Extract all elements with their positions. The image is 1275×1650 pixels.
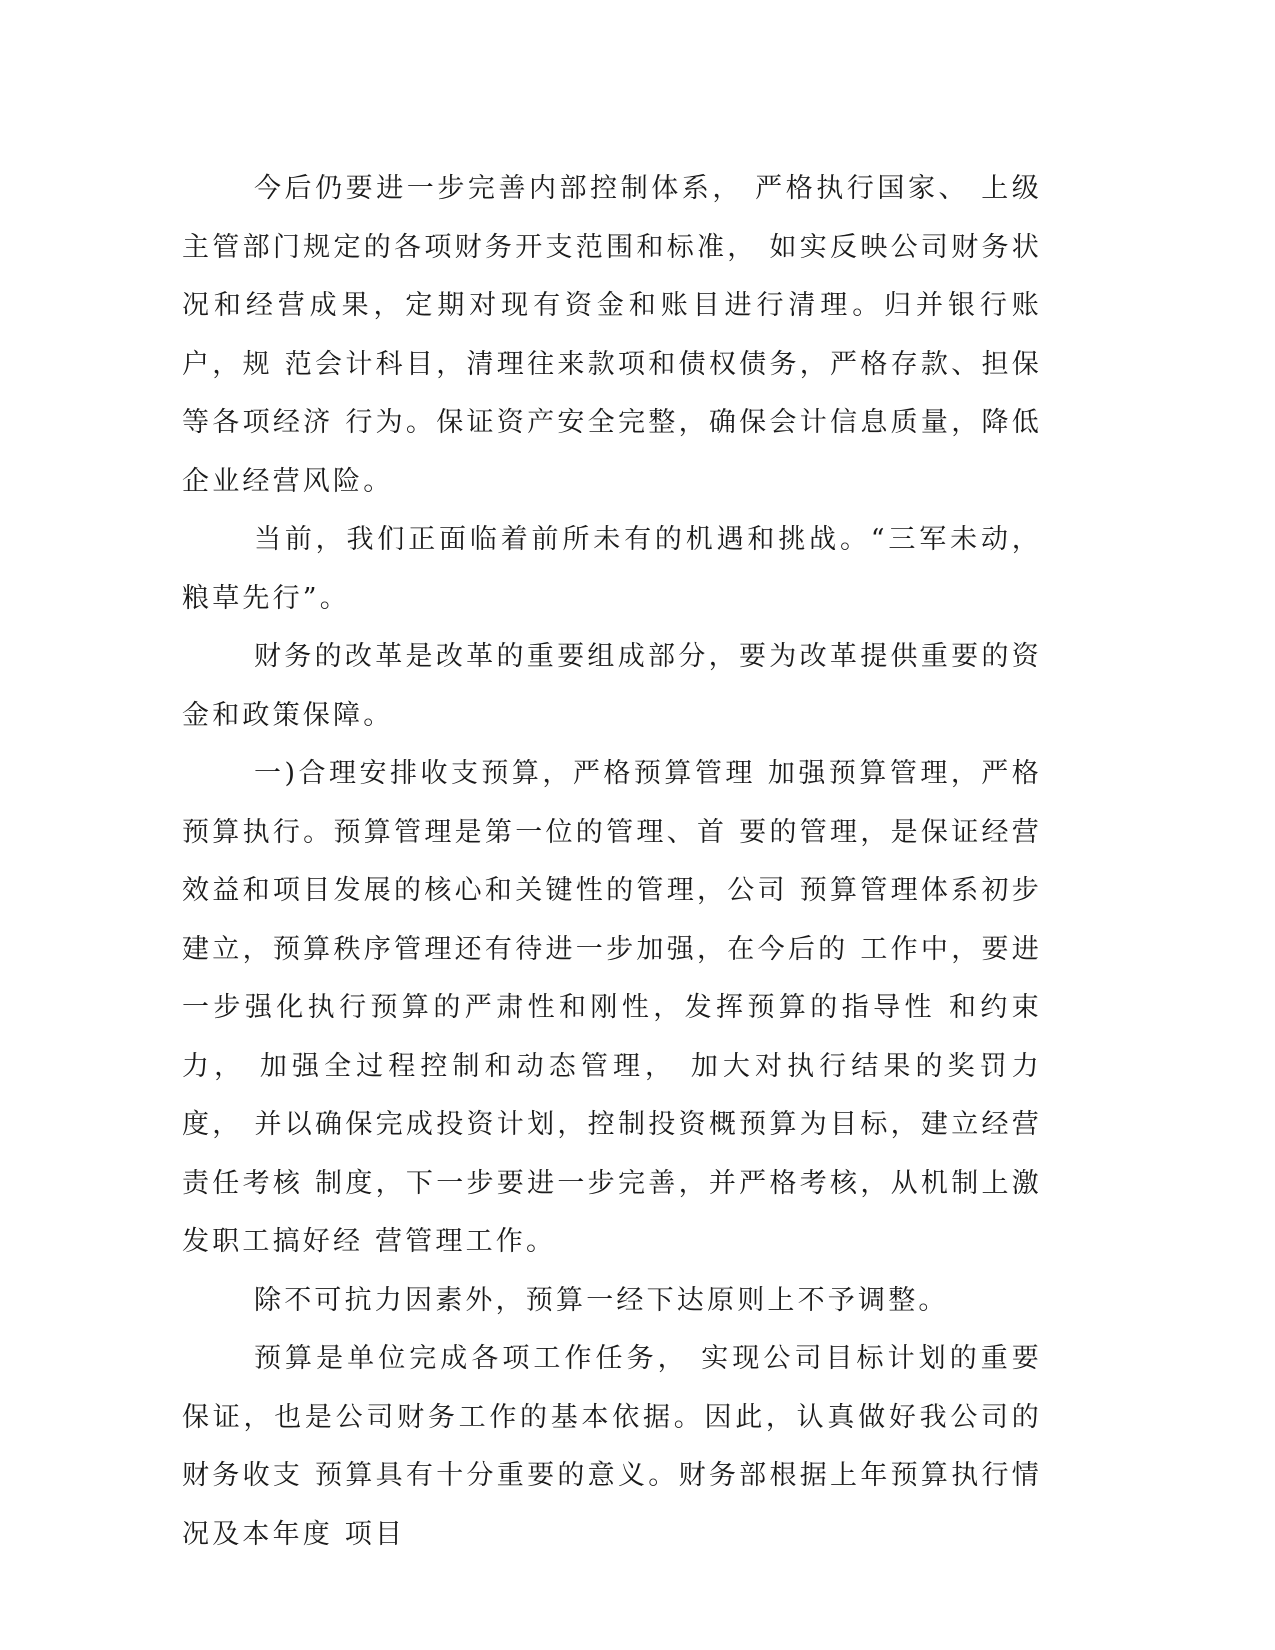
paragraph-budget-management: 一)合理安排收支预算，严格预算管理 加强预算管理，严格预算执行。预算管理是第一位的管理、首 要的管理，是保证经营效益和项目发展的核心和关键性的管理，公司 预算管理体系初步建立，预算秩序管理还有待进一步加强，在今后的 工作中，要进一步强化执行预算的严肃性和刚性，发挥预算的指导性 和约束力， 加强全过程控制和动态管理， 加大对执行结果的奖罚力度， 并以确保完成投资计划，控制投资概预算为目标，建立经营责任考核 制度，下一步要进一步完善，并严格考核，从机制上激发职工搞好经 营管理工作。 <box>182 758 1042 1257</box>
paragraph-internal-control: 今后仍要进一步完善内部控制体系， 严格执行国家、 上级主管部门规定的各项财务开支范围和标准， 如实反映公司财务状 况和经营成果，定期对现有资金和账目进行清理。归并银行账户，规 范会计科目，清理往来款项和债权债务，严格存款、担保等各项经济 行为。保证资产安全完整，确保会计信息质量，降低企业经营风险。 <box>182 173 1042 497</box>
paragraph-reform: 财务的改革是改革的重要组成部分，要为改革提供重要的资 金和政策保障。 <box>182 641 1042 731</box>
paragraph-budget-importance: 预算是单位完成各项工作任务， 实现公司目标计划的重要保证，也是公司财务工作的基本依据。因此，认真做好我公司的财务收支 预算具有十分重要的意义。财务部根据上年预算执行情况及本年度 项目 <box>182 1343 1042 1550</box>
paragraph-opportunity: 当前，我们正面临着前所未有的机遇和挑战。“三军未动，粮草先行”。 <box>182 524 1042 614</box>
paragraph-force-majeure: 除不可抗力因素外，预算一经下达原则上不予调整。 <box>254 1284 949 1316</box>
document-body <box>182 160 1042 1564</box>
